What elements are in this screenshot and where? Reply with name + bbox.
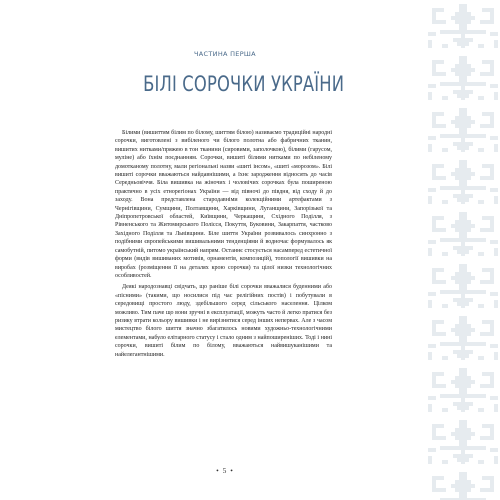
section-label: ЧАСТИНА ПЕРША [194,50,256,58]
body-text [115,129,332,362]
page-title: БІЛІ СОРОЧКИ УКРАЇНИ [143,72,345,96]
paragraph: Білими (вишиттям білим по білому, шиттям білою) називаємо традиційні народні сорочки, виготовлені з вибіленого чи білого полотна або фабричних тканин, вишитих нитками/пряжею в тон тканини (сировими, заполочкою), білими (гарусом, муліне) або їхнім поєднанням. Сорочки, вишиті білими нитками по небіленому домотканому полотну, мали регіональні назви «шиті інсом», «шиті «морозом». Білі вишиті сорочки вважаються найдавнішими, а їхнє зародження відносять до часів Середньовіччя. Біла вишивка на жіночих і чоловічих сорочках була поширеною практично в усіх етнорегіонах України — від півночі до півдня, від сходу й до заходу. Вона представлена стародавніми колекційними артефактами з Чернігівщини, Сумщини, Полтавщини, Харківщини, Луганщини, Запорізької та Дніпропетровської областей, Київщини, Черкащини, Східного Поділля, з Рівненського та Житомирського Полісся, Покуття, Буковини, Закарпаття, частково Західного Поділля та Львівщини. Біле шиття України розвивалось синхронно з подібними європейськими вишивальними тенденціями й водночас формувалось як самобутній, питомо український напрям. Останнє стосується насамперед естетичної форми (видів вишиваних мотивів, орнаментів, композицій), топології вишивки на виробах (розміщення її на деталях крою сорочки) та цілої низки технологічних особливостей. [115,130,332,279]
paragraph: Деякі народознавці свідчать, що раніше білі сорочки вважалися буденними або «пісними» (такими, що носилися під час релігійних постів) і побутували в середовищі простого люду, здебільшого серед сільського населення. Цілком можливо. Тим паче що вони зручні в експлуатації, можуть часто й легко пратися без ризику втрати кольору вишивки і не вирізнятися серед інших непервах. Але з часом мистецтво білого шиття значно збагатилось новими художньо-технологічними елементами, набуло елітарного статусу і стало одним з найпоширеніших. Тоді і нині сорочки, вишиті білим по білому, вважаються найвишуканішими та найелегантнішими. [115,284,332,358]
page-number: • 5 • [216,466,234,475]
embroidery-ornament-icon [426,0,500,500]
